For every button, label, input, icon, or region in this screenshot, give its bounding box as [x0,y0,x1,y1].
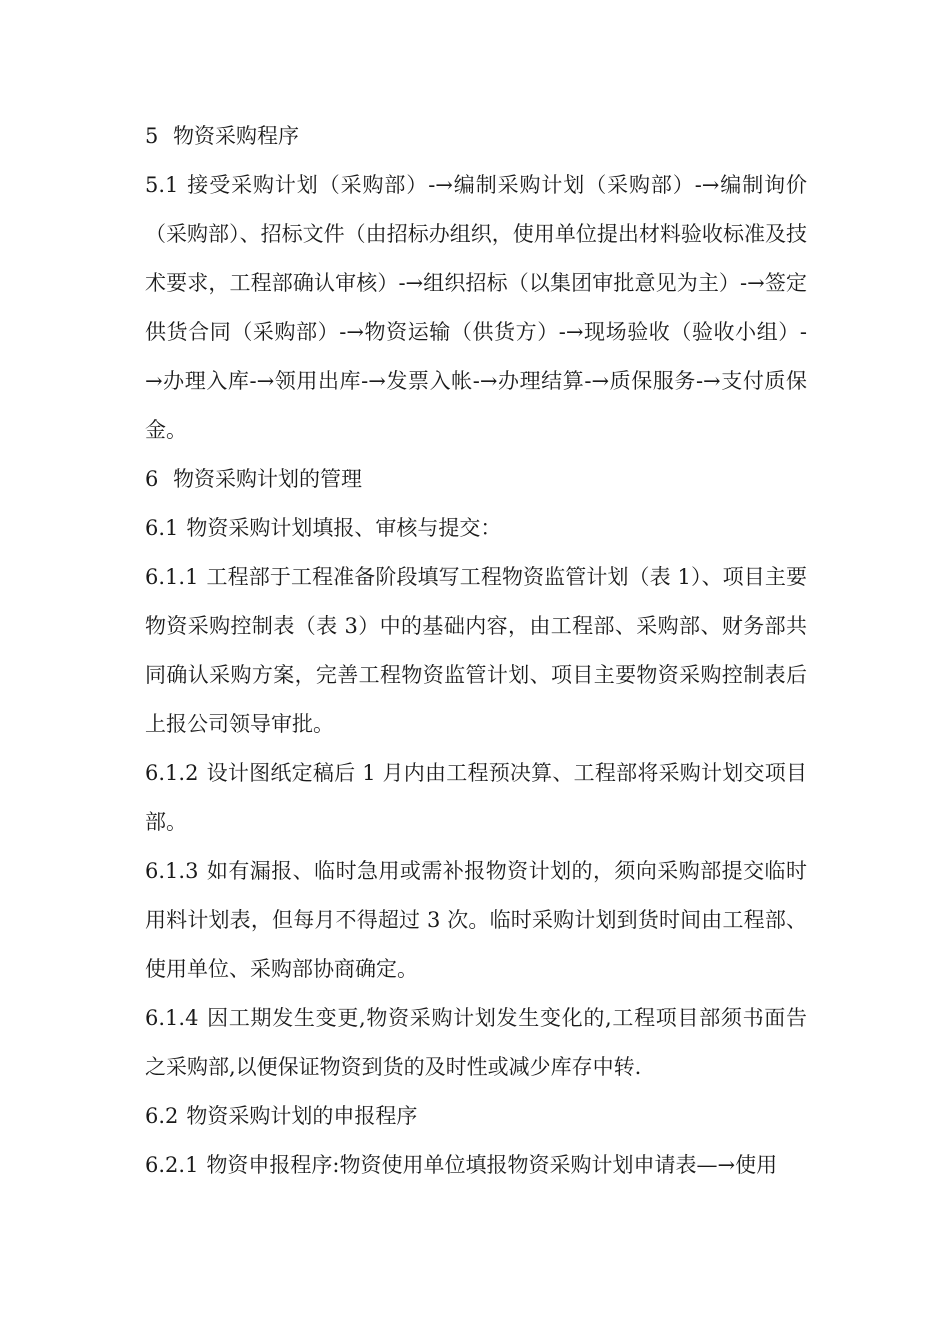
paragraph-6-2-1 [145,1141,807,1190]
document-body [145,112,807,1190]
paragraph-text: 物资申报程序:物资使用单位填报物资采购计划申请表—→使用 [206,1153,778,1177]
section-title: 物资采购程序 [173,124,300,148]
section-number: 5.1 [145,173,179,197]
section-title: 物资采购计划的管理 [173,467,363,491]
paragraph-text: 如有漏报、临时急用或需补报物资计划的，须向采购部提交临时用料计划表，但每月不得超过 3 次。临时采购计划到货时间由工程部、使用单位、采购部协商确定。 [145,859,807,981]
paragraph-6-1 [145,504,807,553]
section-number: 6.1.1 [145,565,199,589]
paragraph-text: 工程部于工程准备阶段填写工程物资监管计划（表 1）、项目主要物资采购控制表（表 3）中的基础内容，由工程部、采购部、财务部共同确认采购方案，完善工程物资监管计划、项目主要物资采购控制表后上报公司领导审批。 [145,565,807,736]
heading-5 [145,112,807,161]
paragraph-text: 接受采购计划（采购部）-→编制采购计划（采购部）-→编制询价（采购部）、招标文件（由招标办组织，使用单位提出材料验收标准及技术要求，工程部确认审核）-→组织招标（以集团审批意见为主）-→签定供货合同（采购部）-→物资运输（供货方）-→现场验收（验收小组）-→办理入库-→领用出库-→发票入帐-→办理结算-→质保服务-→支付质保金。 [145,173,807,442]
section-number: 5 [145,124,159,148]
paragraph-6-1-2 [145,749,807,847]
paragraph-text: 设计图纸定稿后 1 月内由工程预决算、工程部将采购计划交项目部。 [145,761,807,834]
section-number: 6 [145,467,159,491]
paragraph-text: 物资采购计划的申报程序 [186,1104,418,1128]
paragraph-6-1-1 [145,553,807,749]
section-number: 6.1.3 [145,859,199,883]
paragraph-text: 物资采购计划填报、审核与提交： [186,516,502,540]
section-number: 6.2.1 [145,1153,199,1177]
section-number: 6.1.2 [145,761,199,785]
section-number: 6.2 [145,1104,179,1128]
paragraph-6-2 [145,1092,807,1141]
paragraph-text: 因工期发生变更,物资采购计划发生变化的,工程项目部须书面告之采购部,以便保证物资到货的及时性或减少库存中转. [145,1006,807,1079]
section-number: 6.1 [145,516,179,540]
paragraph-6-1-4 [145,994,807,1092]
heading-6 [145,455,807,504]
paragraph-5-1 [145,161,807,455]
section-number: 6.1.4 [145,1006,199,1030]
paragraph-6-1-3 [145,847,807,994]
